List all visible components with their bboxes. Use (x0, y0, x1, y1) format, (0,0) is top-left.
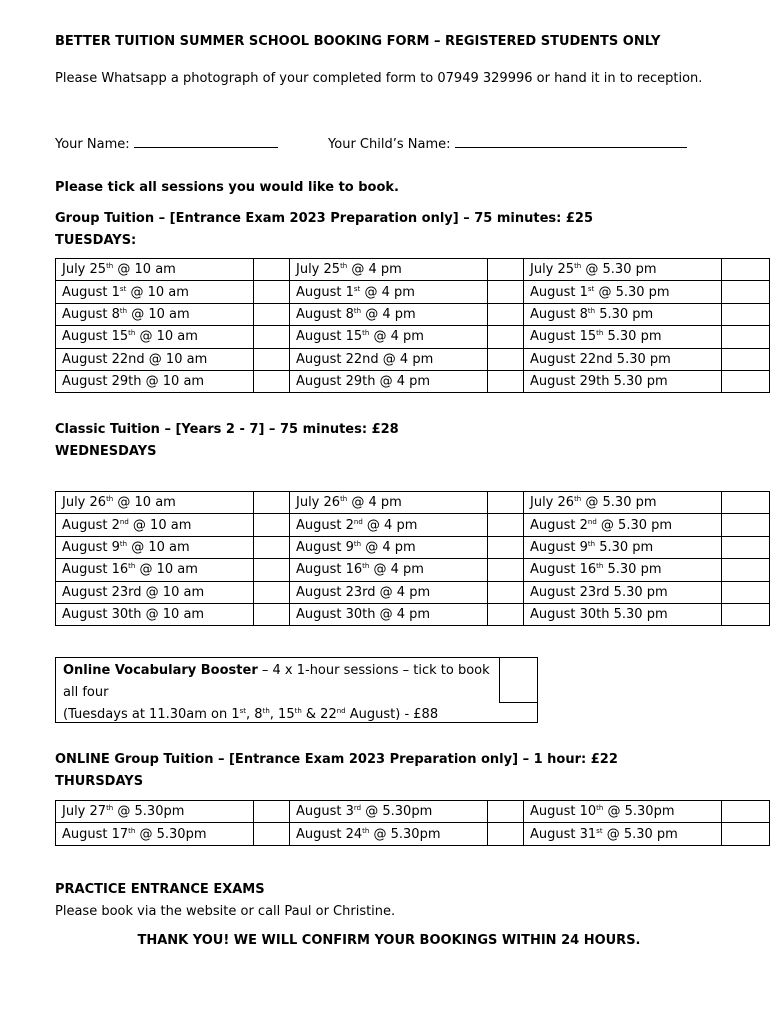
session-label: August 16th 5.30 pm (524, 559, 722, 581)
tick-box[interactable] (254, 492, 290, 514)
vocab-line2-a: (Tuesdays at 11.30am on 1 (63, 707, 240, 722)
session-label: August 29th 5.30 pm (524, 370, 722, 392)
session-label: August 29th @ 4 pm (290, 370, 488, 392)
session-label: August 30th 5.30 pm (524, 603, 722, 625)
classic-day: WEDNESDAYS (55, 444, 157, 459)
tick-box[interactable] (254, 303, 290, 325)
session-label: August 2nd @ 4 pm (290, 514, 488, 536)
session-label: July 25th @ 10 am (56, 259, 254, 281)
session-label: August 15th 5.30 pm (524, 326, 722, 348)
practice-text: Please book via the website or call Paul or Christine. (55, 904, 396, 919)
table-row (56, 514, 770, 536)
tick-instruction: Please tick all sessions you would like to book. (55, 180, 399, 195)
tick-box[interactable] (488, 536, 524, 558)
tick-box[interactable] (254, 281, 290, 303)
group-day: TUESDAYS: (55, 233, 137, 248)
tick-box[interactable] (254, 348, 290, 370)
tick-box[interactable] (722, 536, 770, 558)
tick-box[interactable] (488, 559, 524, 581)
tick-box[interactable] (722, 514, 770, 536)
session-label: August 10th @ 5.30pm (524, 801, 722, 823)
tick-box[interactable] (722, 603, 770, 625)
session-label: August 22nd 5.30 pm (524, 348, 722, 370)
session-label: August 17th @ 5.30pm (56, 823, 254, 845)
session-label: August 29th @ 10 am (56, 370, 254, 392)
session-label: August 8th @ 10 am (56, 303, 254, 325)
classic-heading (55, 419, 399, 463)
tick-box[interactable] (254, 326, 290, 348)
tick-box[interactable] (488, 492, 524, 514)
session-label: August 23rd @ 4 pm (290, 581, 488, 603)
thanks-message: THANK YOU! WE WILL CONFIRM YOUR BOOKINGS WITHIN 24 HOURS. (137, 933, 641, 948)
name-label: Your Name: (55, 137, 130, 152)
session-label: August 30th @ 10 am (56, 603, 254, 625)
practice-section (55, 879, 395, 923)
name-fields (55, 134, 755, 152)
session-label: August 1st @ 10 am (56, 281, 254, 303)
vocab-sup1: st (239, 707, 247, 715)
classic-sessions-table (55, 491, 770, 626)
session-label: July 25th @ 5.30 pm (524, 259, 722, 281)
table-row (56, 603, 770, 625)
session-label: August 16th @ 10 am (56, 559, 254, 581)
tick-box[interactable] (254, 581, 290, 603)
group-sessions-table (55, 258, 770, 393)
tick-box[interactable] (722, 370, 770, 392)
vocab-line2-b: , 8 (246, 707, 263, 722)
table-row (56, 492, 770, 514)
tick-box[interactable] (722, 801, 770, 823)
tick-box[interactable] (254, 370, 290, 392)
vocab-title: Online Vocabulary Booster (63, 663, 258, 678)
session-label: July 26th @ 4 pm (290, 492, 488, 514)
vocab-tick-box[interactable] (499, 658, 537, 703)
tick-box[interactable] (722, 559, 770, 581)
session-label: August 1st @ 5.30 pm (524, 281, 722, 303)
session-label: August 16th @ 4 pm (290, 559, 488, 581)
vocab-booster-box (55, 657, 538, 723)
tick-box[interactable] (722, 303, 770, 325)
tick-box[interactable] (254, 536, 290, 558)
session-label: August 8th @ 4 pm (290, 303, 488, 325)
group-heading-text: Group Tuition – [Entrance Exam 2023 Preparation only] – 75 minutes: £25 (55, 211, 594, 226)
name-field[interactable] (134, 134, 278, 148)
table-row (56, 303, 770, 325)
vocab-sup2: th (262, 707, 270, 715)
tick-box[interactable] (488, 370, 524, 392)
table-row (56, 823, 770, 845)
tick-box[interactable] (488, 259, 524, 281)
session-label: July 26th @ 5.30 pm (524, 492, 722, 514)
vocab-booster-text (63, 660, 503, 726)
online-sessions-table (55, 800, 770, 846)
form-title: BETTER TUITION SUMMER SCHOOL BOOKING FORM – REGISTERED STUDENTS ONLY (55, 34, 661, 49)
session-label: August 15th @ 10 am (56, 326, 254, 348)
session-label: August 1st @ 4 pm (290, 281, 488, 303)
session-label: August 23rd 5.30 pm (524, 581, 722, 603)
vocab-sup4: nd (336, 707, 346, 715)
child-name-label: Your Child’s Name: (328, 137, 451, 152)
session-label: August 2nd @ 10 am (56, 514, 254, 536)
tick-box[interactable] (254, 559, 290, 581)
table-row (56, 581, 770, 603)
vocab-line2-c: , 15 (269, 707, 295, 722)
session-label: July 27th @ 5.30pm (56, 801, 254, 823)
session-label: August 31st @ 5.30 pm (524, 823, 722, 845)
tick-box[interactable] (488, 281, 524, 303)
session-label: August 3rd @ 5.30pm (290, 801, 488, 823)
tick-box[interactable] (722, 348, 770, 370)
table-row (56, 348, 770, 370)
tick-box[interactable] (254, 603, 290, 625)
session-label: August 2nd @ 5.30 pm (524, 514, 722, 536)
tick-box[interactable] (254, 514, 290, 536)
session-label: August 9th @ 4 pm (290, 536, 488, 558)
table-row (56, 370, 770, 392)
table-row (56, 536, 770, 558)
tick-box[interactable] (722, 259, 770, 281)
tick-box[interactable] (722, 581, 770, 603)
tick-box[interactable] (254, 801, 290, 823)
online-day: THURSDAYS (55, 774, 144, 789)
tick-box[interactable] (488, 326, 524, 348)
group-heading (55, 208, 593, 252)
table-row (56, 281, 770, 303)
table-row (56, 559, 770, 581)
tick-box[interactable] (488, 514, 524, 536)
session-label: August 15th @ 4 pm (290, 326, 488, 348)
practice-heading: PRACTICE ENTRANCE EXAMS (55, 882, 265, 897)
tick-box[interactable] (488, 801, 524, 823)
online-heading-text: ONLINE Group Tuition – [Entrance Exam 2023 Preparation only] – 1 hour: £22 (55, 752, 618, 767)
vocab-line2-d: & 22 (301, 707, 337, 722)
tick-box[interactable] (722, 823, 770, 845)
classic-heading-text: Classic Tuition – [Years 2 - 7] – 75 minutes: £28 (55, 422, 399, 437)
tick-box[interactable] (254, 259, 290, 281)
vocab-sup3: th (294, 707, 302, 715)
table-row (56, 801, 770, 823)
session-label: August 30th @ 4 pm (290, 603, 488, 625)
intro-text: Please Whatsapp a photograph of your completed form to 07949 329996 or hand it in to reception. (55, 71, 703, 86)
tick-box[interactable] (488, 823, 524, 845)
tick-box[interactable] (722, 281, 770, 303)
tick-box[interactable] (488, 348, 524, 370)
vocab-line2-e: August) - £88 (345, 707, 439, 722)
tick-box[interactable] (488, 603, 524, 625)
online-heading (55, 749, 618, 793)
vocab-line1: – 4 x 1-hour sessions – tick to book all four (63, 663, 490, 700)
session-label: August 9th 5.30 pm (524, 536, 722, 558)
session-label: August 22nd @ 4 pm (290, 348, 488, 370)
tick-box[interactable] (488, 303, 524, 325)
session-label: August 22nd @ 10 am (56, 348, 254, 370)
session-label: July 26th @ 10 am (56, 492, 254, 514)
table-row (56, 326, 770, 348)
child-name-field[interactable] (455, 134, 687, 148)
session-label: August 9th @ 10 am (56, 536, 254, 558)
tick-box[interactable] (254, 823, 290, 845)
session-label: August 24th @ 5.30pm (290, 823, 488, 845)
tick-box[interactable] (488, 581, 524, 603)
table-row (56, 259, 770, 281)
tick-box[interactable] (722, 492, 770, 514)
session-label: August 8th 5.30 pm (524, 303, 722, 325)
tick-box[interactable] (722, 326, 770, 348)
session-label: August 23rd @ 10 am (56, 581, 254, 603)
session-label: July 25th @ 4 pm (290, 259, 488, 281)
